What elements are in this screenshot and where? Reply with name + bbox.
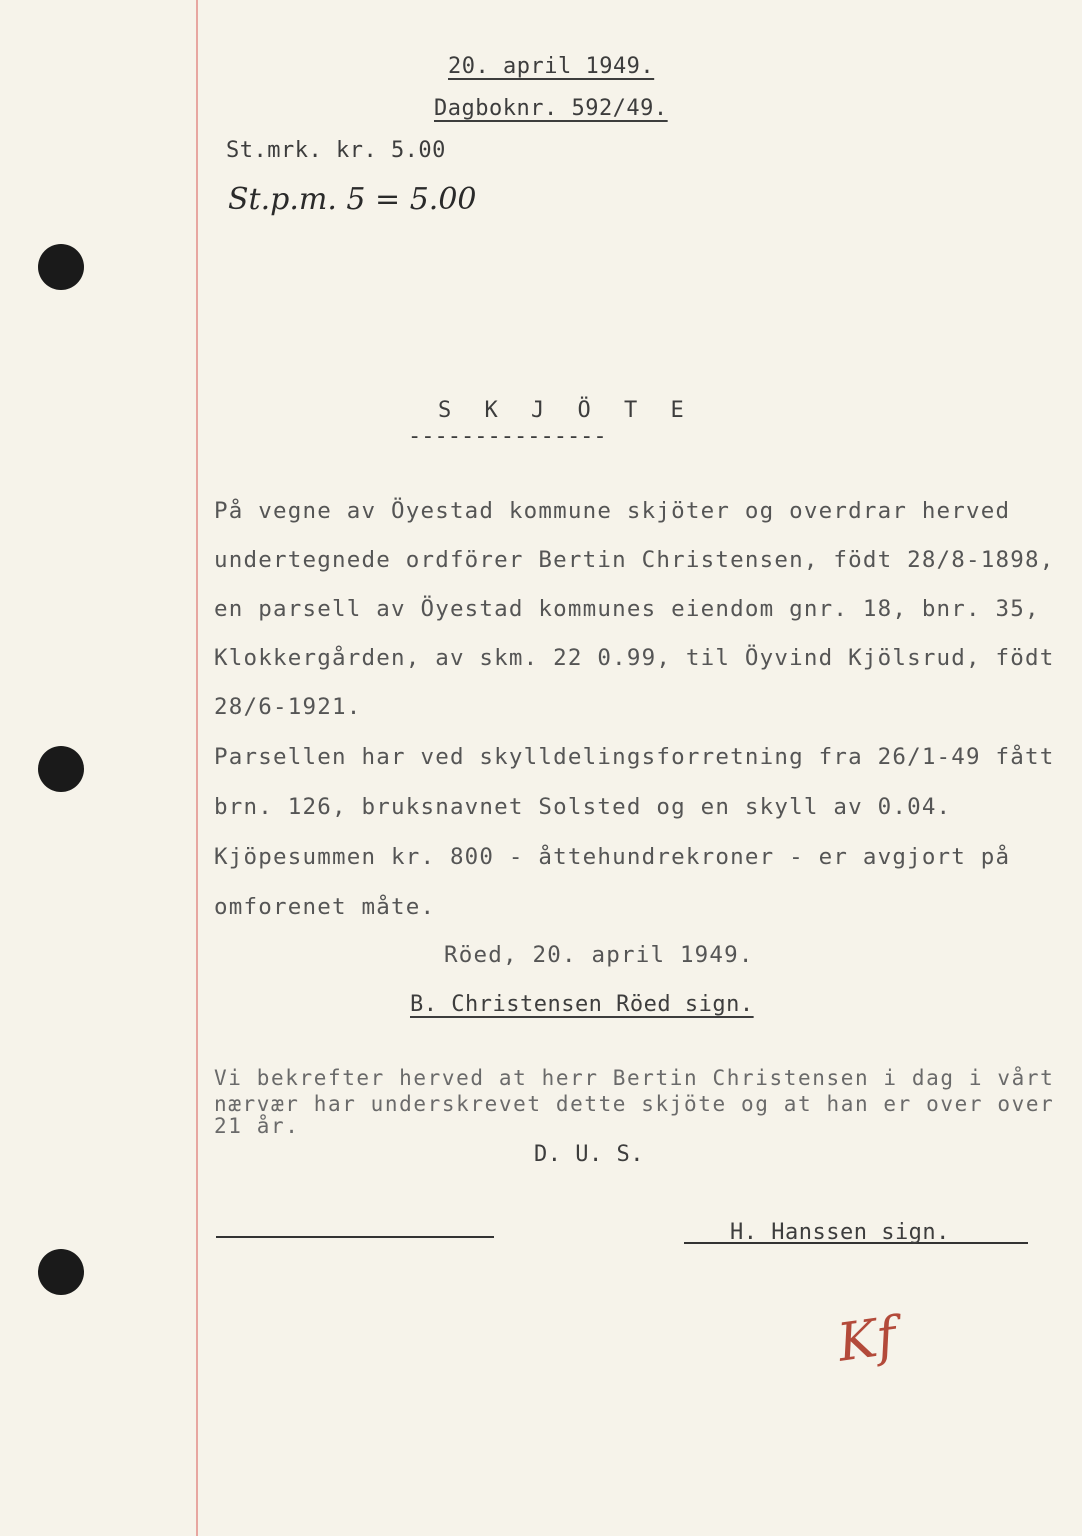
paragraph-line: brn. 126, bruksnavnet Solsted og en skyll av 0.04. <box>214 794 952 820</box>
paragraph-line: en parsell av Öyestad kommunes eiendom gnr. 18, bnr. 35, <box>214 596 1040 622</box>
paragraph-line: På vegne av Öyestad kommune skjöter og overdrar herved <box>214 498 1011 524</box>
witness-line: nærvær har underskrevet dette skjöte og at han er over over <box>214 1092 1055 1116</box>
witness-line: Vi bekrefter herved at herr Bertin Christensen i dag i vårt <box>214 1066 1055 1090</box>
punch-hole-bottom <box>38 1249 84 1295</box>
blank-signature-rule <box>216 1236 494 1238</box>
document-date: 20. april 1949. <box>448 54 655 79</box>
place-and-date: Röed, 20. april 1949. <box>444 942 754 968</box>
witness-mark: D. U. S. <box>534 1142 644 1167</box>
document-title: S K J Ö T E <box>438 398 694 423</box>
title-rule: --------------- <box>408 424 607 449</box>
paragraph-line: Parsellen har ved skylldelingsforretning fra 26/1-49 fått <box>214 744 1055 770</box>
journal-number: Dagboknr. 592/49. <box>434 96 668 121</box>
margin-rule <box>196 0 198 1536</box>
stamp-fee: St.mrk. kr. 5.00 <box>226 138 446 163</box>
witness-signature: H. Hanssen sign. <box>730 1220 950 1245</box>
paragraph-line: undertegnede ordförer Bertin Christensen, födt 28/8-1898, <box>214 547 1055 573</box>
witness-line: 21 år. <box>214 1114 300 1138</box>
punch-hole-middle <box>38 746 84 792</box>
paragraph-line: omforenet måte. <box>214 894 436 920</box>
punch-hole-top <box>38 244 84 290</box>
paragraph-line: Klokkergården, av skm. 22 0.99, til Öyvind Kjölsrud, födt <box>214 645 1055 671</box>
handwritten-initials: Kf <box>834 1306 900 1374</box>
signature-line: B. Christensen Röed sign. <box>410 992 754 1017</box>
handwritten-fee: St.p.m. 5 = 5.00 <box>228 182 477 217</box>
paragraph-line: Kjöpesummen kr. 800 - åttehundrekroner - er avgjort på <box>214 844 1011 870</box>
paragraph-line: 28/6-1921. <box>214 694 362 720</box>
